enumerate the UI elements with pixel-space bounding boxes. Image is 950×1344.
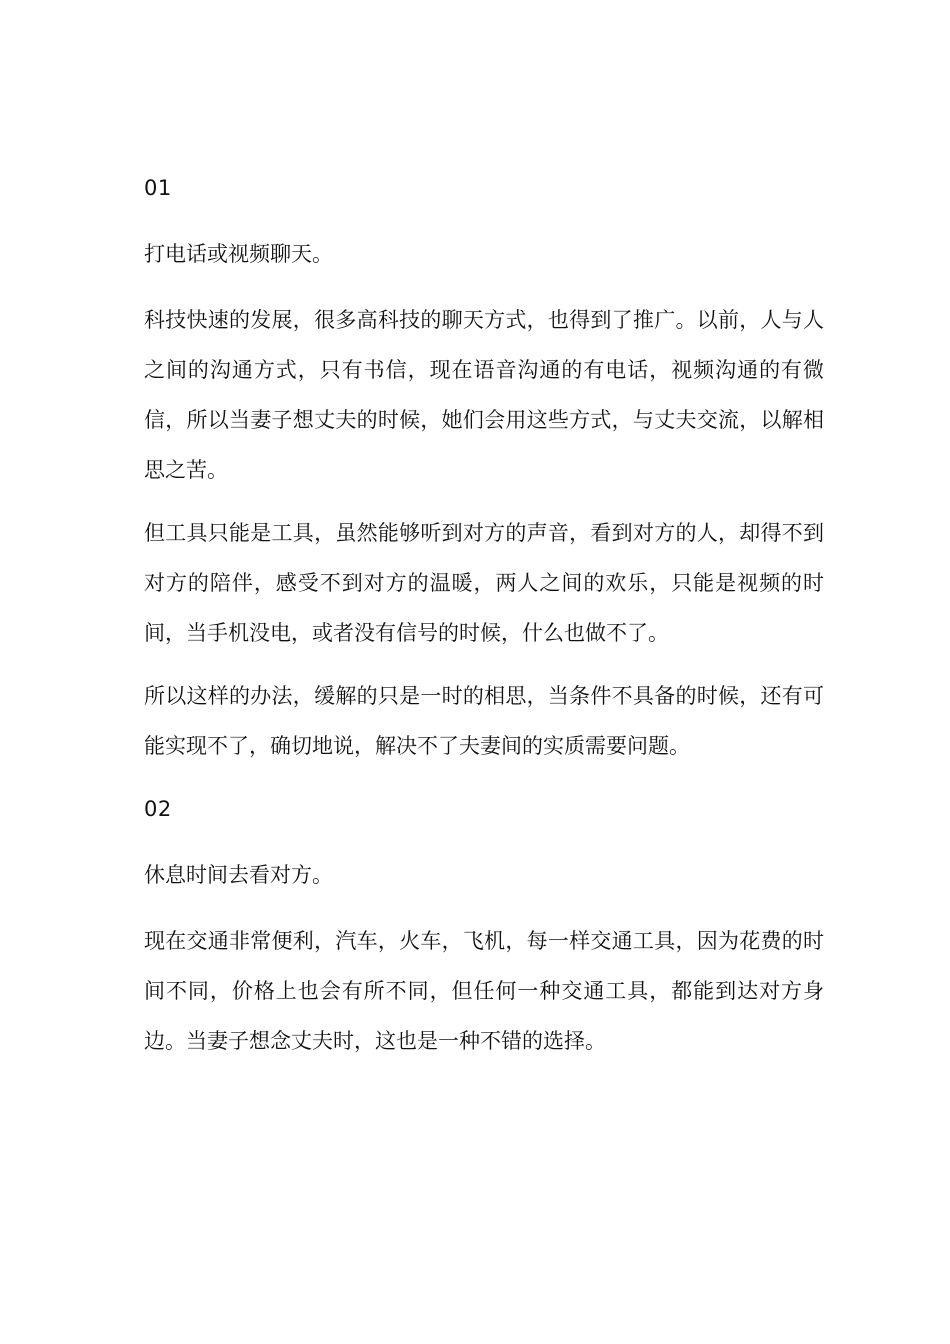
section-02	[144, 791, 824, 1066]
document-body	[144, 170, 824, 1086]
paragraph: 但工具只能是工具，虽然能够听到对方的声音，看到对方的人，却得不到对方的陪伴，感受不到对方的温暖，两人之间的欢乐，只能是视频的时间，当手机没电，或者没有信号的时候，什么也做不了。	[144, 521, 824, 645]
paragraph: 所以这样的办法，缓解的只是一时的相思，当条件不具备的时候，还有可能实现不了，确切地说，解决不了夫妻间的实质需要问题。	[144, 684, 824, 758]
section-heading: 休息时间去看对方。	[144, 863, 333, 887]
paragraph: 现在交通非常便利，汽车，火车，飞机，每一样交通工具，因为花费的时间不同，价格上也会有所不同，但任何一种交通工具，都能到达对方身边。当妻子想念丈夫时，这也是一种不错的选择。	[144, 929, 824, 1053]
section-01	[144, 170, 824, 771]
section-number: 01	[144, 176, 172, 200]
section-number: 02	[144, 797, 172, 821]
paragraph: 科技快速的发展，很多高科技的聊天方式，也得到了推广。以前，人与人之间的沟通方式，只有书信，现在语音沟通的有电话，视频沟通的有微信，所以当妻子想丈夫的时候，她们会用这些方式，与丈夫交流，以解相思之苦。	[144, 308, 824, 482]
section-heading: 打电话或视频聊天。	[144, 242, 333, 266]
